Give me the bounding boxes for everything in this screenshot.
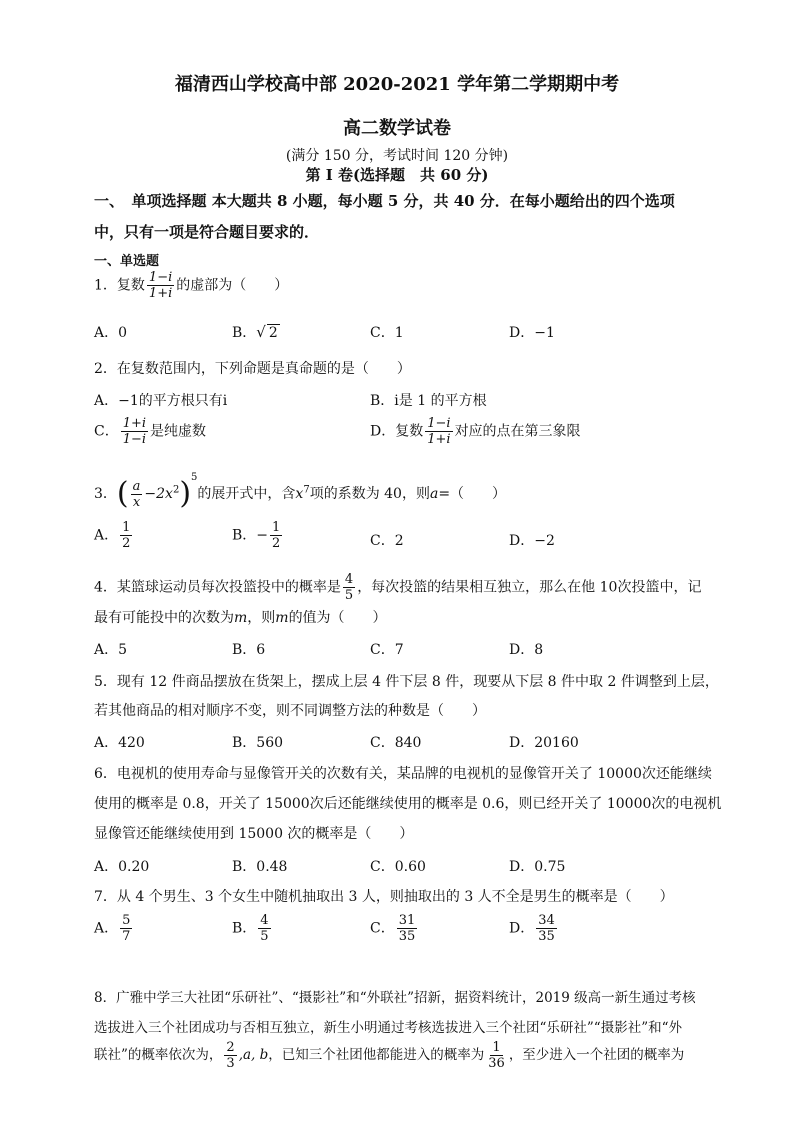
- question-7-stem: 7．从 4 个男生、3 个女生中随机抽取出 3 人，则抽取出的 3 人不全是男生的概率是（ ）: [94, 889, 674, 905]
- q4-fraction: $\frac{4}{5}$: [344, 572, 354, 603]
- q6-option-c: C．0.60: [370, 859, 426, 875]
- q2-d-fraction: $\frac{1-i}{1+i}$: [427, 416, 451, 447]
- question-1-stem: [94, 270, 288, 301]
- volume-heading: 第 I 卷(选择题 共 60 分): [305, 166, 489, 184]
- q5-option-c: C．840: [370, 735, 422, 751]
- left-paren-icon: (: [116, 476, 129, 511]
- q2-option-c: C． $\frac{1+i}{1-i}$ 是纯虚数: [94, 416, 207, 447]
- q5-option-b: B．560: [232, 735, 284, 751]
- q2-option-d: D．复数 $\frac{1-i}{1+i}$ 对应的点在第三象限: [370, 416, 581, 447]
- q4-option-c: C．7: [370, 642, 404, 658]
- question-8-line3: 联社”的概率依次为， $\frac{2}{3}$ ,a, b，已知三个社团他都能进入的概率为 $\frac{1}{36}$ ，至少进入一个社团的概率为: [94, 1040, 685, 1071]
- q5-option-d: D．20160: [509, 735, 579, 751]
- q2-option-a: A．−1的平方根只有i: [94, 393, 228, 409]
- q5-option-a: A．420: [94, 735, 145, 751]
- question-4-line1: 4．某篮球运动员每次投篮投中的概率是 $\frac{4}{5}$ ，每次投篮的结果相互独立，那么在他 10次投篮中，记: [94, 572, 702, 603]
- q3-option-a: A． $\frac{1}{2}$: [94, 520, 131, 551]
- exam-subject: 高二数学试卷: [343, 118, 451, 139]
- exam-title: 福清西山学校高中部 2020-2021 学年第二学期期中考: [174, 74, 620, 95]
- right-paren-icon: ): [179, 476, 192, 511]
- q1-option-d: D．−1: [509, 325, 555, 341]
- q1-option-b: B．√ 2: [232, 323, 278, 341]
- section-intro-line1: 一、 单项选择题 本大题共 8 小题，每小题 5 分，共 40 分．在每小题给出的四个选项: [94, 192, 675, 210]
- q7-option-b: B． $\frac{4}{5}$: [232, 913, 269, 944]
- q4-option-a: A．5: [94, 642, 128, 658]
- q6-option-d: D．0.75: [509, 859, 566, 875]
- q3-option-b: B．− $\frac{1}{2}$: [232, 520, 281, 551]
- q6-option-b: B．0.48: [232, 859, 288, 875]
- q1-option-a: A．0: [94, 325, 128, 341]
- q1-prefix: 1．复数: [94, 277, 145, 294]
- question-8-line1: 8．广雅中学三大社团“乐研社”、“摄影社”和“外联社”招新，据资料统计，2019 级高一新生通过考核: [94, 990, 696, 1006]
- q1-suffix: 的虚部为（ ）: [176, 277, 289, 294]
- question-6-line1: 6．电视机的使用寿命与显像管开关的次数有关，某品牌的电视机的显像管开关了 10000次还能继续: [94, 766, 712, 782]
- q7-option-d: D． $\frac{34}{35}$: [509, 913, 555, 944]
- q7-option-c: C． $\frac{31}{35}$: [370, 913, 416, 944]
- question-5-line1: 5．现有 12 件商品摆放在货架上，摆成上层 4 件下层 8 件，现要从下层 8 件中取 2 件调整到上层，: [94, 674, 719, 690]
- exam-info: (满分 150 分，考试时间 120 分钟): [285, 148, 509, 164]
- q6-option-a: A．0.20: [94, 859, 150, 875]
- question-3-stem: 3．( $\frac{a}{x}$ $-2x^2)^5$的展开式中，含$x^7$项的系数为 40，则a=（ ）: [94, 472, 507, 511]
- q1-option-c: C．1: [370, 325, 404, 341]
- q7-option-a: A． $\frac{5}{7}$: [94, 913, 131, 944]
- sqrt-icon: √: [256, 323, 266, 341]
- q1-fraction: $\frac{1-i}{1+i}$: [148, 270, 173, 301]
- q2-c-fraction: $\frac{1+i}{1-i}$: [122, 416, 147, 447]
- q3-option-c: C．2: [370, 533, 404, 549]
- question-2-stem: 2．在复数范围内，下列命题是真命题的是（ ）: [94, 361, 411, 377]
- question-6-line2: 使用的概率是 0.8，开关了 15000次后还能继续使用的概率是 0.6，则已经开关了 10000次的电视机: [94, 796, 722, 812]
- question-6-line3: 显像管还能继续使用到 15000 次的概率是（ ）: [94, 826, 414, 842]
- q3-option-d: D．−2: [509, 533, 555, 549]
- section-heading: 一、单选题: [94, 254, 160, 269]
- section-intro-line2: 中，只有一项是符合题目要求的．: [94, 223, 320, 241]
- q3-fraction: $\frac{a}{x}$: [132, 478, 141, 510]
- q2-option-b: B．i是 1 的平方根: [370, 393, 487, 409]
- question-4-line2: 最有可能投中的次数为m，则m的值为（ ）: [94, 610, 387, 626]
- q4-option-d: D．8: [509, 642, 544, 658]
- question-8-line2: 选拔进入三个社团成功与否相互独立，新生小明通过考核选拔进入三个社团“乐研社”“摄影社”和“外: [94, 1020, 683, 1036]
- question-5-line2: 若其他商品的相对顺序不变，则不同调整方法的种数是（ ）: [94, 703, 486, 719]
- q4-option-b: B．6: [232, 642, 266, 658]
